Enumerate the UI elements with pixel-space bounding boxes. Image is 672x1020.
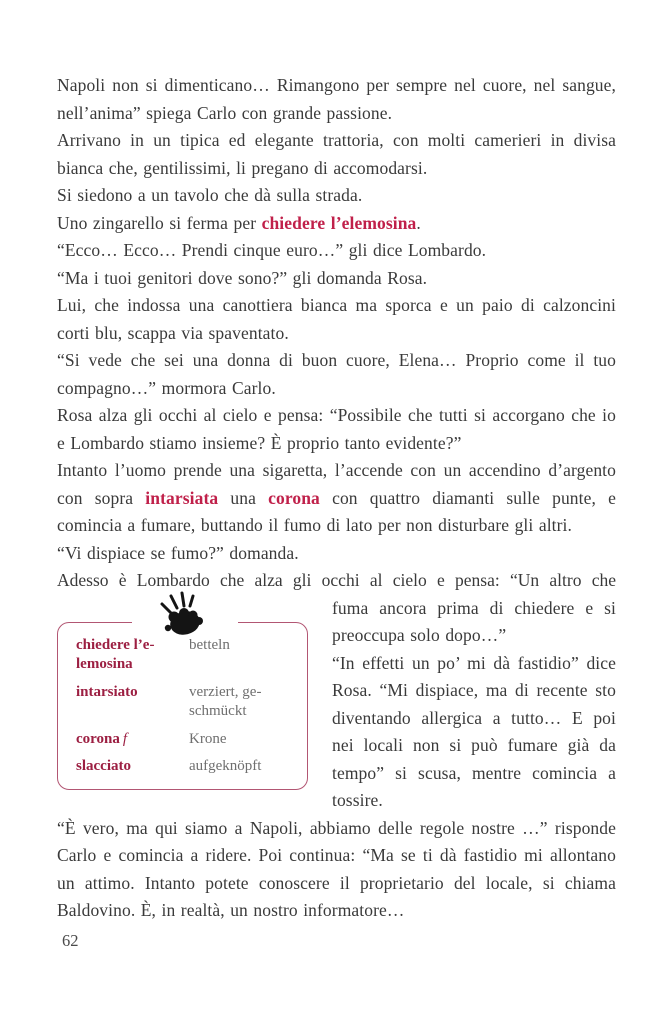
text-segment: . [416, 212, 421, 233]
text-segment: con quattro diamanti sulle punte, e comincia a fumare, buttando il fumo di lato per non disturbare gli altri. [57, 487, 616, 535]
vocab-translation: verziert, ge-schmückt [189, 683, 262, 719]
paragraph: Arrivano in un tipica ed elegante trattoria, con molti camerieri in divisa bianca che, gentilissimi, li pregano di accomodarsi. [57, 130, 616, 178]
paragraph: Lui, che indossa una canottiera bianca ma sporca e un paio di calzoncini corti blu, scappa via spaventato. [57, 295, 616, 343]
vocab-entry [76, 730, 289, 750]
vocab-word [76, 757, 189, 777]
paragraph [57, 210, 616, 238]
vocab-entry [76, 683, 289, 722]
text-segment: una [218, 487, 269, 508]
highlighted-term: chiedere l’elemosina [261, 212, 417, 233]
highlighted-term: corona [268, 487, 320, 508]
vocab-word-text: slacciato [76, 758, 131, 774]
text-segment: Uno zingarello si ferma per [57, 212, 262, 233]
paragraph: Rosa alza gli occhi al cielo e pensa: “Possibile che tutti si accorgano che io e Lombardo stiamo insieme? È proprio tanto evidente?” [57, 405, 616, 453]
vocab-word [76, 730, 189, 750]
story-text [57, 72, 616, 925]
highlighted-term: intarsiata [145, 487, 219, 508]
vocab-entry [76, 757, 289, 777]
text-wrap-section [57, 595, 616, 815]
vocabulary-box [57, 622, 308, 790]
paragraph: Si siedono a un tavolo che dà sulla strada. [57, 185, 363, 205]
paragraph: “Ma i tuoi genitori dove sono?” gli domanda Rosa. [57, 267, 428, 288]
text-segment: Intanto l’uomo prende una sigaretta, l’accende con un accendino d’argento con sopra [57, 460, 616, 508]
vocab-word [76, 683, 189, 703]
vocab-translation: betteln [189, 636, 230, 653]
page-number: 62 [62, 930, 79, 950]
wrapped-text-column [332, 595, 616, 815]
handprint-icon [140, 590, 224, 638]
vocab-entry [76, 636, 289, 675]
vocab-translation: Krone [189, 730, 227, 747]
paragraph: “Vi dispiace se fumo?” domanda. [57, 542, 299, 563]
vocab-word-text: chiedere l’e-lemosina [76, 636, 155, 672]
paragraph: “Si vede che sei una donna di buon cuore, Elena… Proprio come il tuo compagno…” mormora Carlo. [57, 350, 616, 398]
paragraph: Adesso è Lombardo che alza gli occhi al cielo e pensa: “Un altro che [57, 570, 616, 590]
vocab-translation: aufgeknöpft [189, 758, 262, 774]
page-footer [57, 925, 616, 951]
paragraph: Napoli non si dimenticano… Rimangono per sempre nel cuore, nel sangue, nell’anima” spiega Carlo con grande passione. [57, 75, 616, 123]
paragraph [57, 457, 616, 540]
paragraph: fuma ancora prima di chiedere e si preoccupa solo dopo…” [332, 597, 616, 645]
paragraph: “È vero, ma qui siamo a Napoli, abbiamo delle regole nostre …” risponde Carlo e comincia a ridere. Poi continua: “Ma se ti dà fastidio mi allontano un attimo. Intanto potete conoscere il proprietario del locale, si chiama Baldovino. È, in realtà, un nostro informatore… [57, 817, 616, 920]
paragraph: “In effetti un po’ mi dà fastidio” dice Rosa. “Mi dispiace, ma di recente sto diventando allergica a tutto… E poi nei locali non si può fumare già da tempo” si scusa, mentre comincia a tossire. [332, 652, 616, 810]
vocab-word [76, 636, 189, 675]
vocab-gender: f [122, 730, 128, 747]
paragraph: “Ecco… Ecco… Prendi cinque euro…” gli dice Lombardo. [57, 240, 487, 260]
vocab-word-text: corona [76, 730, 120, 747]
vocab-word-text: intarsiato [76, 683, 138, 700]
